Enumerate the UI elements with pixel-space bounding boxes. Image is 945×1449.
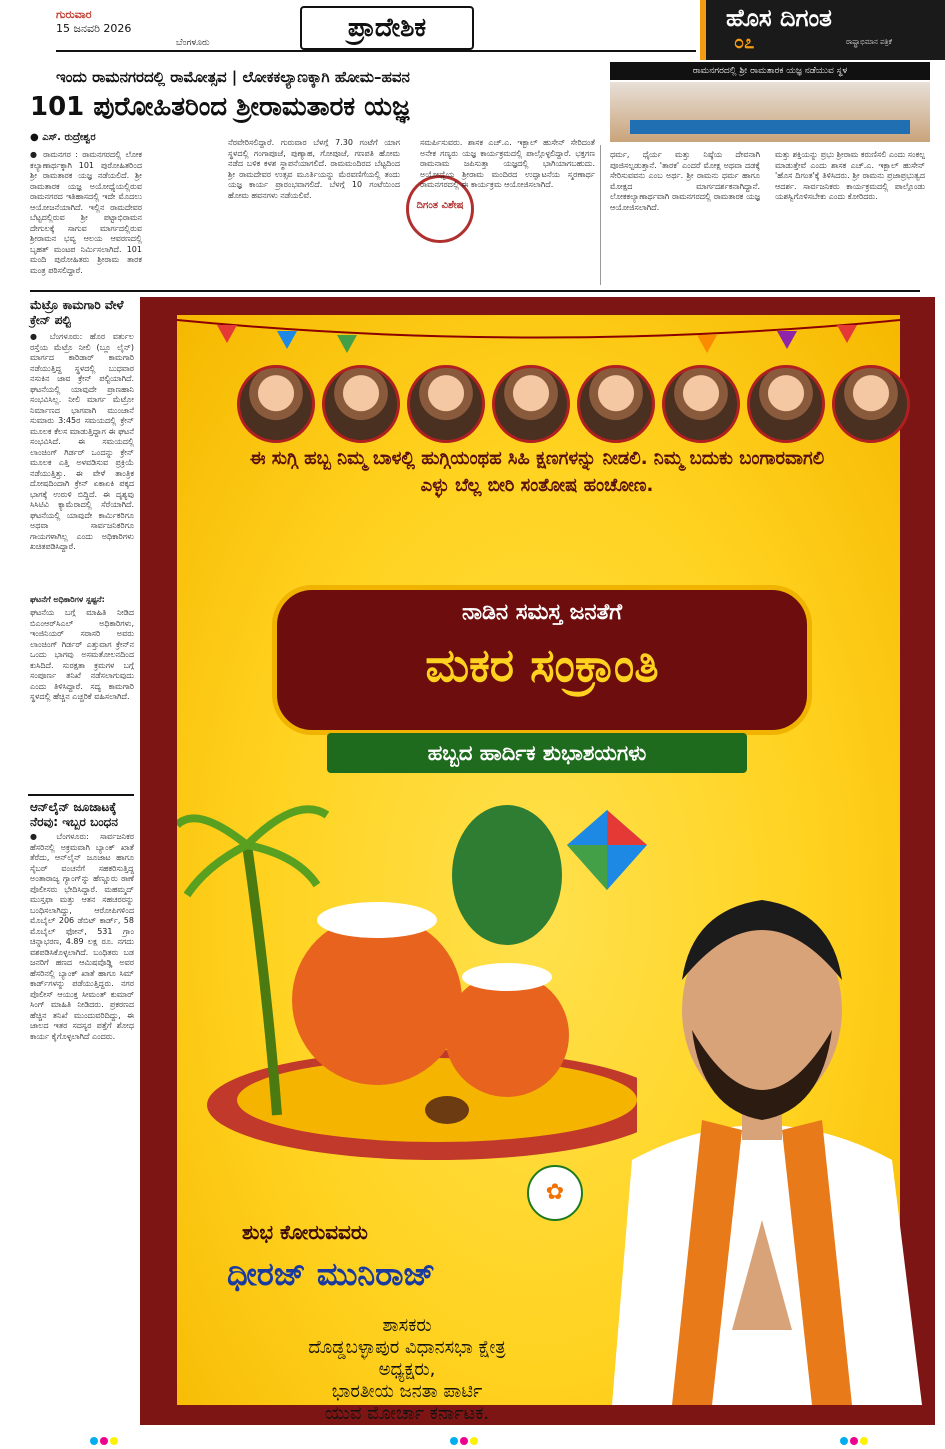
- lead-kicker: ಇಂದು ರಾಮನಗರದಲ್ಲಿ ರಾಮೋತ್ಸವ | ಲೋಕಕಲ್ಯಾಣಕ್ಕಾಗಿ ಹೋಮ–ಹವನ: [56, 68, 410, 86]
- ad-background: [177, 315, 900, 1424]
- registration-marks: [90, 1430, 130, 1440]
- lead-column-1: ● ರಾಮನಗರ : ರಾಮನಗರದಲ್ಲಿ ಲೋಕ ಕಲ್ಯಾಣಾರ್ಥಕ್ಕಾಗಿ 101 ಪುರೋಹಿತರಿಂದ ಶ್ರೀ ರಾಮತಾರಕ ಯಜ್ಞ ನಡೆಯಲಿದೆ. ಶ್ರೀ ರಾಮತಾರಕ ಯಜ್ಞ ಅಯೋಧ್ಯೆಯಲ್ಲಿರುವ ರಾಮನಗರದ ಇತಿಹಾಸದಲ್ಲಿ ಇದೇ ಮೊದಲು ಆಯೋಜನೆಯಾಗಿದೆ. ಇಲ್ಲಿನ ರಾಮದೇವರ ಬೆಟ್ಟದಲ್ಲಿರುವ ಶ್ರೀ ಪಟ್ಟಾಭಿರಾಮನ ದೇಗುಲಕ್ಕೆ ಸಾಗುವ ಮಾರ್ಗದಲ್ಲಿರುವ ಶ್ರೀರಾಮನ ಭವ್ಯ ಆಲಯ ಆವರಣದಲ್ಲಿ ಬೃಹತ್ ಮಂಟಪ ನಿರ್ಮಿಸಲಾಗಿದೆ. 101 ಮಂದಿ ಪುರೋಹಿತರು ಶ್ರೀರಾಮ ತಾರಕ ಮಂತ್ರ ಪಠಿಸಲಿದ್ದಾರೆ.: [30, 150, 142, 275]
- leader-portraits: [237, 365, 867, 455]
- leader-portrait: [237, 365, 315, 443]
- leader-photo: [592, 860, 932, 1405]
- special-badge: ದಿಗಂತ ವಿಶೇಷ: [406, 175, 474, 243]
- title-frame: [272, 585, 812, 735]
- sidebar-rule: [28, 794, 134, 796]
- sankranti-advertisement: [140, 297, 935, 1425]
- lead-column-3: ಸಮರ್ಪಿಸುವರು. ಶಾಸಕ ಎಚ್.ಎ. ಇಕ್ಬಾಲ್ ಹುಸೇನ್ ಸೇರಿದಂತೆ ಅನೇಕ ಗಣ್ಯರು ಯಜ್ಞ ಕಾರ್ಯಕ್ರಮದಲ್ಲಿ ಪಾಲ್ಗೊಳ್ಳಲಿದ್ದಾರೆ. ಭಕ್ತಗಣ ರಾಮನಾಮ ಜಪಿಸುತ್ತಾ ಯಜ್ಞದಲ್ಲಿ ಭಾಗಿಯಾಗಬಹುದು. ಅಯೋಧ್ಯೆಯ ಶ್ರೀರಾಮ ಮಂದಿರದ ಉದ್ಘಾಟನೆಯ ಸ್ಮರಣಾರ್ಥ ರಾಮನಗರದಲ್ಲಿ ಈ ಕಾರ್ಯಕ್ರಮ ಆಯೋಜಿಸಲಾಗಿದೆ.: [420, 138, 595, 189]
- place-label: ಬೆಂಗಳೂರು: [176, 38, 210, 48]
- date-label: 15 ಜನವರಿ 2026: [56, 22, 132, 35]
- leader-portrait: [407, 365, 485, 443]
- lead-column-2: ನೆರವೇರಿಸಲಿದ್ದಾರೆ. ಗುರುವಾರ ಬೆಳಗ್ಗೆ 7.30 ಗಂಟೆಗೆ ಯಾಗ ಸ್ಥಳದಲ್ಲಿ ಗಂಗಾಪೂಜೆ, ಪುಣ್ಯಾಹ, ಗೋಪೂಜೆ, ಗಣಪತಿ ಹೋಮ ನಡೆದ ಬಳಿಕ ಕಳಶ ಸ್ಥಾಪನೆಯಾಗಲಿದೆ. ರಾಮಮಂದಿರದ ಬೆಟ್ಟದಿಂದ ಶ್ರೀ ರಾಮದೇವರ ಉತ್ಸವ ಮೂರ್ತಿಯನ್ನು ಮೆರವಣಿಗೆಯಲ್ಲಿ ತಂದು ಯಜ್ಞ ಕಾರ್ಯ ಪ್ರಾರಂಭವಾಗಲಿದೆ. ಬೆಳಗ್ಗೆ 10 ಗಂಟೆಯಿಂದ ಹೋಮ ಹವನಗಳು ನಡೆಯಲಿವೆ.: [228, 138, 400, 200]
- designation-line: ಯುವ ಮೋರ್ಚಾ ಕರ್ನಾಟಕ.: [324, 1403, 490, 1424]
- lead-column-4: ಧರ್ಮ, ಧೈರ್ಯ ಮತ್ತು ನಿಷ್ಠೆಯ ದೇವನಾಗಿ ಪೂಜಿಸಲ್ಪಡುತ್ತಾನೆ. 'ತಾರಕ' ಎಂದರೆ ಮೋಕ್ಷ ಅಥವಾ ದಡಕ್ಕೆ ಸೇರಿಸುವವನು ಎಂಬ ಅರ್ಥ. ಶ್ರೀ ರಾಮನು ಧರ್ಮ ಹಾಗೂ ಮೋಕ್ಷದ ಮಾರ್ಗದರ್ಶಕನಾಗಿದ್ದಾನೆ. ಲೋಕಕಲ್ಯಾಣಾರ್ಥವಾಗಿ ರಾಮನಗರದಲ್ಲಿ ರಾಮತಾರಕ ಯಜ್ಞ ಆಯೋಜಿಸಲಾಗಿದೆ.: [610, 150, 760, 212]
- sponsor-name: ಧೀರಜ್ ಮುನಿರಾಜ್: [227, 1255, 436, 1293]
- designation-line: ಅಧ್ಯಕ್ಷರು,: [378, 1359, 436, 1380]
- section-title: ಪ್ರಾದೇಶಿಕ: [300, 6, 474, 50]
- bunting-decoration: [177, 315, 900, 355]
- lead-column-5: ಮತ್ತು ಶಕ್ತಿಯನ್ನು ಪ್ರಭು ಶ್ರೀರಾಮ ಕರುಣಿಸಲಿ ಎಂದು ಸಂಕಲ್ಪ ಮಾಡುತ್ತೇವೆ ಎಂದು ಶಾಸಕ ಎಚ್.ಎ. ಇಕ್ಬಾಲ್ ಹುಸೇನ್ 'ಹೊಸ ದಿಗಂತ'ಕ್ಕೆ ತಿಳಿಸಿದರು. ಶ್ರೀ ರಾಮನು ಪ್ರಜಾಪ್ರಭುತ್ವದ ಆದರ್ಶ. ಸಾರ್ವಜನಿಕರು ಕಾರ್ಯಕ್ರಮದಲ್ಲಿ ಪಾಲ್ಗೊಂಡು ಯಶಸ್ವಿಗೊಳಿಸಬೇಕು ಎಂದು ಕೋರಿದರು.: [775, 150, 925, 201]
- designation-line: ಭಾರತೀಯ ಜನತಾ ಪಾರ್ಟಿ: [331, 1381, 483, 1402]
- leader-portrait: [662, 365, 740, 443]
- date-box: [56, 8, 236, 48]
- greeting-text: ಈ ಸುಗ್ಗಿ ಹಬ್ಬ ನಿಮ್ಮ ಬಾಳಲ್ಲಿ ಹುಗ್ಗಿಯಂಥಹ ಸಿಹಿ ಕ್ಷಣಗಳನ್ನು ನೀಡಲಿ. ನಿಮ್ಮ ಬದುಕು ಬಂಗಾರವಾಗಲಿ ಎಳ್ಳು ಬೆಲ್ಲ ಬೀರಿ ಸಂತೋಷ ಹಂಚೋಣ.: [249, 448, 825, 496]
- logo-tagline: ರಾಷ್ಟ್ರಾಭಿಮಾನ ಪತ್ರಿಕೆ: [846, 38, 892, 46]
- leader-portrait: [832, 365, 910, 443]
- logo-text: ಹೊಸ ದಿಗಂತ: [726, 4, 832, 32]
- stage-shape: [630, 120, 910, 134]
- masthead: [0, 0, 945, 62]
- yagna-venue-photo: [610, 82, 930, 142]
- wish-from-label: ಶುಭ ಕೋರುವವರು: [242, 1220, 368, 1244]
- registration-marks: [450, 1430, 490, 1440]
- byline: ● ಎಸ್. ರುದ್ರೇಶ್ವರ: [30, 132, 96, 143]
- leader-portrait: [577, 365, 655, 443]
- leader-portrait: [322, 365, 400, 443]
- festival-title: ಮಕರ ಸಂಕ್ರಾಂತಿ: [425, 638, 659, 692]
- page-number: ೦೭: [734, 32, 755, 53]
- lead-headline: 101 ಪುರೋಹಿತರಿಂದ ಶ್ರೀರಾಮತಾರಕ ಯಜ್ಞ: [30, 92, 410, 122]
- leader-portrait: [747, 365, 825, 443]
- photo-caption: ರಾಮನಗರದಲ್ಲಿ ಶ್ರೀ ರಾಮತಾರಕ ಯಜ್ಞ ನಡೆಯುವ ಸ್ಥಳ: [610, 62, 930, 80]
- section-divider: [30, 290, 920, 292]
- frame-subtitle: ನಾಡಿನ ಸಮಸ್ತ ಜನತೆಗೆ: [462, 600, 622, 625]
- designation-line: ದೊಡ್ಡಬಳ್ಳಾಪುರ ವಿಧಾನಸಭಾ ಕ್ಷೇತ್ರ: [308, 1337, 506, 1358]
- bjp-lotus-icon: ✿: [527, 1165, 583, 1221]
- registration-marks: [840, 1430, 880, 1440]
- day-label: ಗುರುವಾರ: [56, 8, 92, 21]
- wishes-band: ಹಬ್ಬದ ಹಾರ್ದಿಕ ಶುಭಾಶಯಗಳು: [327, 733, 747, 773]
- column-separator: [600, 145, 601, 285]
- sidebar-story2-body: ● ಬೆಂಗಳೂರು: ಸಾರ್ವಜನಿಕರ ಹೆಸರಿನಲ್ಲಿ ಅಕ್ರಮವಾಗಿ ಬ್ಯಾಂಕ್ ಖಾತೆ ತೆರೆದು, ಆನ್‌ಲೈನ್ ಜೂಜಾಟ ಹಾಗೂ ಸೈಬರ್ ವಂಚನೆಗೆ ಸಹಕರಿಸುತ್ತಿದ್ದ ಅಂತಾರಾಜ್ಯ ಗ್ಯಾಂಗ್‌ನ್ನು ಹೆಣ್ಣೂರು ಠಾಣೆ ಪೊಲೀಸರು ಭೇದಿಸಿದ್ದಾರೆ. ಮಹಮ್ಮದ್ ಮುಸ್ತಫಾ ಮತ್ತು ಆತನ ಸಹಚರರನ್ನು ಬಂಧಿಸಲಾಗಿದ್ದು, ಆರೋಪಿಗಳಿಂದ ಮೊಬೈಲ್ 206 ಡೆಬಿಟ್ ಕಾರ್ಡ್, 58 ಮೊಬೈಲ್ ಫೋನ್, 531 ಗ್ರಾಂ ಚಿನ್ನಾಭರಣ, 4.89 ಲಕ್ಷ ರೂ. ನಗದು ವಶಪಡಿಸಿಕೊಳ್ಳಲಾಗಿದೆ. ಬಂಧಿತರು ಬಡ ಜನರಿಗೆ ಹಣದ ಆಮಿಷವೊಡ್ಡಿ ಅವರ ಹೆಸರಿನಲ್ಲಿ ಬ್ಯಾಂಕ್ ಖಾತೆ ಹಾಗೂ ಸಿಮ್ ಕಾರ್ಡ್‌ಗಳನ್ನು ಪಡೆಯುತ್ತಿದ್ದರು. ನಗರ ಪೊಲೀಸ್ ಆಯುಕ್ತ ಸೀಮಂತ್ ಕುಮಾರ್ ಸಿಂಗ್ ಮಾಹಿತಿ ನೀಡಿದರು. ಪ್ರಕರಣದ ಹೆಚ್ಚಿನ ತನಿಖೆ ಮುಂದುವರಿದಿದ್ದು, ಈ ಜಾಲದ ಇತರ ಸದಸ್ಯರ ಪತ್ತೆಗೆ ಶೋಧ ಕಾರ್ಯ ಕೈಗೊಳ್ಳಲಾಗಿದೆ ಎಂದರು.: [30, 832, 134, 1041]
- newspaper-logo: [700, 0, 945, 60]
- leader-portrait: [492, 365, 570, 443]
- sidebar-story2-title: ಆನ್‌ಲೈನ್ ಜೂಜಾಟಕ್ಕೆ ನೆರವು: ಇಬ್ಬರ ಬಂಧನ: [30, 800, 118, 829]
- sidebar-story1-body: ● ಬೆಂಗಳೂರು: ಹೊರ ವರ್ತುಲ ರಸ್ತೆಯ ಮೆಟ್ರೊ ನೀಲಿ (ಬ್ಲೂ ಲೈನ್) ಮಾರ್ಗದ ಕಾರಿಡಾರ್ ಕಾಮಗಾರಿ ನಡೆಯುತ್ತಿದ್ದ ಸ್ಥಳದಲ್ಲಿ ಬುಧವಾರ ನಸುಕಿನ ಜಾವ ಕ್ರೇನ್ ಪಲ್ಟಿಯಾಗಿದೆ. ಘಟನೆಯಲ್ಲಿ ಯಾವುದೇ ಪ್ರಾಣಹಾನಿ ಸಂಭವಿಸಿಲ್ಲ. ನೀಲಿ ಮಾರ್ಗ ಮೆಟ್ರೋ ನಿರ್ಮಾಣದ ಭಾಗವಾಗಿ ಮುಂಜಾನೆ ಸುಮಾರು 3:45ರ ಸಮಯದಲ್ಲಿ ಕ್ರೇನ್ ಮೂಲಕ ಕೆಲಸ ಮಾಡುತ್ತಿದ್ದಾಗ ಈ ಘಟನೆ ಸಂಭವಿಸಿದೆ. ಈ ಸಮಯದಲ್ಲಿ ಲಾಂಚಿಂಗ್ ಗಿರ್ಡರ್ ಒಂದನ್ನು ಕ್ರೇನ್ ಮೂಲಕ ಎತ್ತಿ ಅಳವಡಿಸುವ ಪ್ರಕ್ರಿಯೆ ನಡೆಯುತ್ತಿತ್ತು. ಈ ವೇಳೆ ತಾಂತ್ರಿಕ ದೋಷದಿಂದಾಗಿ ಕ್ರೇನ್ ಏಕಾಏಕಿ ಪಕ್ಕದ ಭಾಗಕ್ಕೆ ಉರುಳಿ ಬಿದ್ದಿದೆ. ಈ ದೃಶ್ಯವು ಸಿಸಿಟಿವಿ ಕ್ಯಾಮೆರಾದಲ್ಲಿ ಸೆರೆಯಾಗಿದೆ. ಘಟನೆಯಲ್ಲಿ ಯಾವುದೇ ಕಾರ್ಮಿಕರಿಗೂ ಅಥವಾ ಸಾರ್ವಜನಿಕರಿಗೂ ಗಾಯಗಳಾಗಿಲ್ಲ ಎಂದು ಅಧಿಕಾರಿಗಳು ಖಚಿತಪಡಿಸಿದ್ದಾರೆ.: [30, 332, 134, 551]
- designation-line: ಶಾಸಕರು: [382, 1315, 432, 1336]
- sidebar-story1-body2: ಘಟನೆಯ ಬಗ್ಗೆ ಮಾಹಿತಿ ನೀಡಿದ ಬಿಎಂಆರ್‌ಸಿಎಲ್ ಅಧಿಕಾರಿಗಳು, ಇಂಜಿನಿಯರ್ ಸರಾಸರಿ ಅವರು ಲಾಂಚಿಂಗ್ ಗಿರ್ಡರ್ ಎತ್ತುವಾಗ ಕ್ರೇನ್‌ನ ಒಂದು ಭಾಗವು ಅಸಮತೋಲನದಿಂದ ಕುಸಿದಿದೆ. ಸುರಕ್ಷತಾ ಕ್ರಮಗಳ ಬಗ್ಗೆ ಸಂಪೂರ್ಣ ತನಿಖೆ ನಡೆಸಲಾಗುವುದು ಎಂದು ತಿಳಿಸಿದ್ದಾರೆ. ಸದ್ಯ ಕಾಮಗಾರಿ ಸ್ಥಳದಲ್ಲಿ ಹೆಚ್ಚಿನ ಎಚ್ಚರಿಕೆ ವಹಿಸಲಾಗಿದೆ.: [30, 608, 134, 701]
- sponsor-designation: [187, 1315, 627, 1425]
- masthead-rule: [56, 50, 696, 52]
- sidebar-story1-subhead: ಘಟನೆಗೆ ಅಧಿಕಾರಿಗಳ ಸ್ಪಷ್ಟನೆ:: [30, 595, 105, 604]
- sidebar-story1-title: ಮೆಟ್ರೊ ಕಾಮಗಾರಿ ವೇಳೆ ಕ್ರೇನ್ ಪಲ್ಟಿ: [30, 298, 124, 327]
